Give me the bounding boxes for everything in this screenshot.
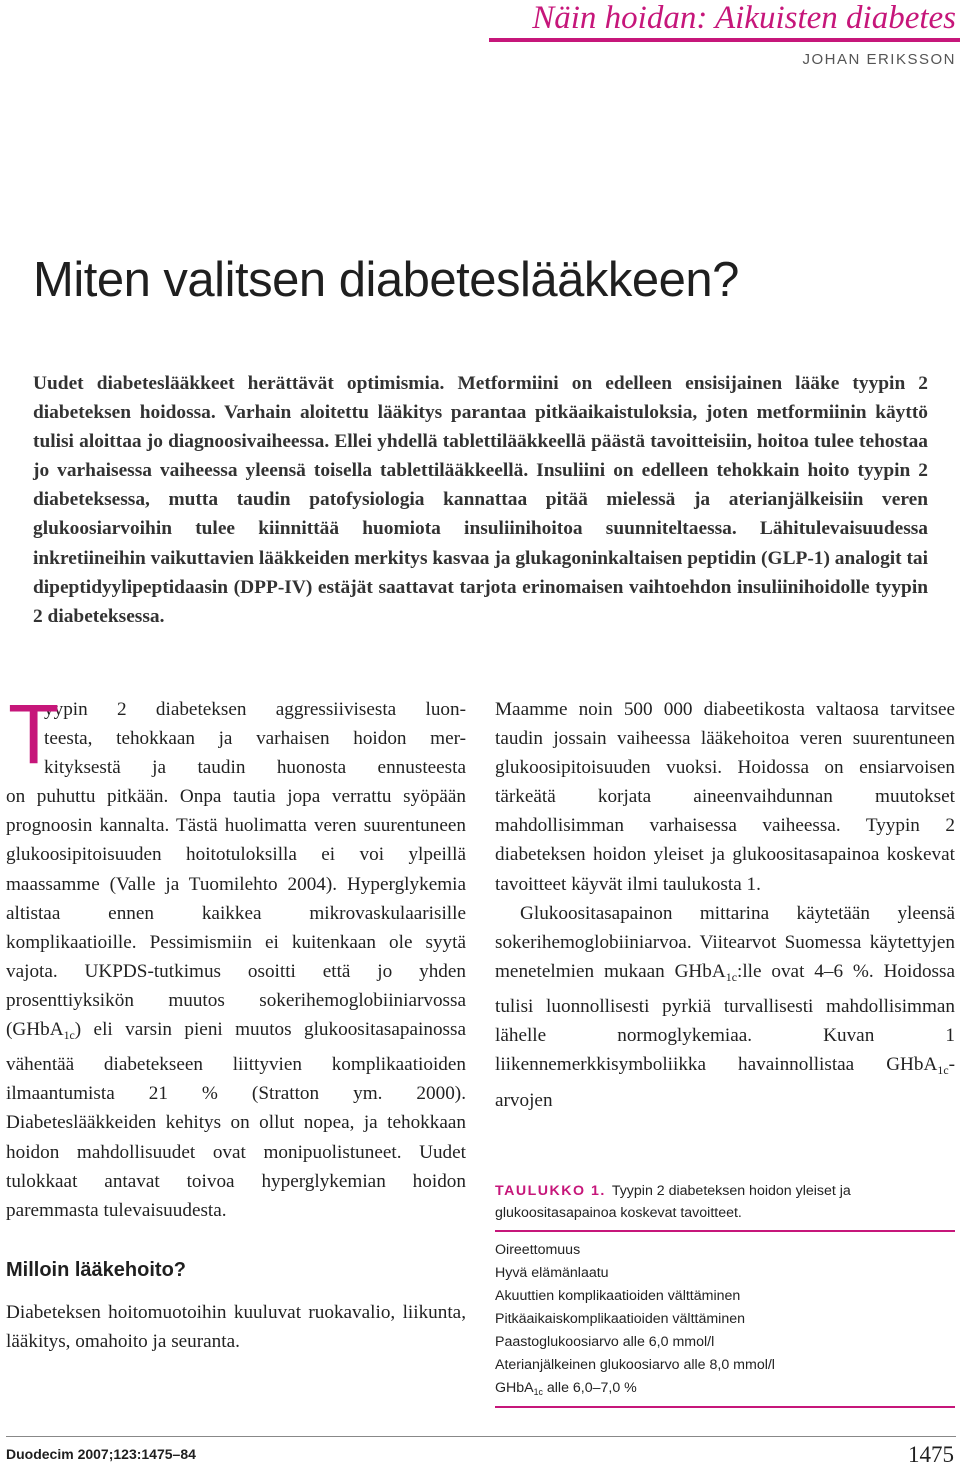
table-item: Pitkäaikaiskomplikaatioiden välttäminen: [495, 1311, 745, 1327]
article-abstract: Uudet diabeteslääkkeet herättävät optimismia. Metformiini on edelleen ensisijainen lääke tyypin 2 diabeteksen hoidossa. Varhain aloitettu lääkitys parantaa pitkäaikaistuloksia, joten metformiinin käyttö tulisi aloittaa jo diagnoosivaiheessa. Ellei yhdellä tablettilääkkeellä päästä tavoitteisiin, hoitoa tulee tehostaa jo varhaisessa vaiheessa yleensä toisella tablettilääkkeellä. Insuliini on edelleen tehokkain hoito tyypin 2 diabeteksessa, mutta taudin patofysiologia kannattaa pitää mielessä ja aterianjälkeisiin veren glukoosiarvoihin tulee kiinnittää huomiota insuliinihoitoa suunniteltaessa. Lähitulevaisuudessa inkretiineihin vaikuttavien lääkkeiden merkitys kasvaa ja glukagoninkaltaisen peptidin (GLP-1) analogit tai dipeptidyylipeptidaasin (DPP-IV) estäjät saattavat tarjota erinomaisen vaihtoehdon insuliinihoidolle tyypin 2 diabeteksessa.: [33, 373, 928, 627]
table-item: Aterianjälkeinen glukoosiarvo alle 8,0 mmol/l: [495, 1357, 775, 1373]
body-text: on puhuttu pitkään. Onpa tautia jopa verrattu syöpään prognoosin kannalta. Tästä huolimatta veren suurentuneen glukoosipitoisuuden hoitotuloksilla ei voi ylpeillä maassamme (Valle ja Tuomilehto 2004). Hyperglykemia altistaa ennen kaikkea mikrovaskulaarisille komplikaatioille. Pessimismiin ei kuitenkaan ole syytä vajota. UKPDS-tutkimus osoitti että jo yhden prosenttiyksikön muutos sokerihemoglobiiniarvossa (GHbA: [6, 786, 466, 1041]
page-number: 1475: [908, 1442, 954, 1467]
table-item: Akuuttien komplikaatioiden välttäminen: [495, 1288, 741, 1304]
drop-cap-lines: [6, 687, 466, 782]
footer-citation: Duodecim 2007;123:1475–84: [6, 1446, 196, 1462]
table-item-text: alle 6,0–7,0 %: [542, 1380, 637, 1396]
section-heading: Milloin lääkehoito?: [6, 1258, 187, 1281]
body-text: -arvojen: [495, 1054, 955, 1111]
table-item: Oireettomuus: [495, 1242, 581, 1258]
table-item: Hyvä elämänlaatu: [495, 1265, 609, 1281]
table-item: [495, 1377, 955, 1404]
body-text: :lle ovat 4–6 %. Hoidossa tulisi luonnollisesti pyrkiä turvallisesti mahdollisimman lähelle normoglykemiaa. Kuvan 1 liikennemerkkisymboliikka havainnollistaa GHbA: [495, 960, 955, 1076]
subscript: 1c: [725, 970, 737, 984]
table-rule-top: [495, 1230, 955, 1232]
series-title: Näin hoidan: Aikuisten diabetes: [532, 0, 956, 36]
drop-cap-line: kityksestä ja taudin huonosta ennusteesta: [44, 757, 466, 779]
right-column: [495, 695, 955, 1115]
body-text: Glukoositasapainon mittarina käytetään yleensä sokerihemoglobiiniarvoa. Viitearvot Suomessa käytettyjen menetelmien mukaan GHbA: [495, 902, 955, 982]
drop-cap-line: teesta, tehokkaan ja varhaisen hoidon mer-: [44, 728, 466, 750]
drop-cap-line: yypin 2 diabeteksen aggressiivisesta luon-: [44, 699, 466, 720]
author-name: JOHAN ERIKSSON: [802, 51, 956, 68]
subscript: 1c: [533, 1387, 543, 1398]
table-caption-text: Tyypin 2 diabeteksen hoidon yleiset ja glukoositasapainoa koskevat tavoitteet.: [495, 1183, 851, 1221]
footer-rule: [6, 1436, 956, 1437]
header-rule: [489, 38, 960, 42]
table-label: TAULUKKO 1.: [495, 1183, 606, 1199]
body-paragraph: [6, 782, 466, 1225]
subscript: 1c: [937, 1063, 949, 1078]
body-paragraph: Maamme noin 500 000 diabeetikosta valtaosa tarvitsee taudin jossain vaiheessa lääkehoitoa veren suurentuneen glukoosipitoisuuden vuoksi. Hoidossa on ensiarvoisen tärkeätä korjata aineenvaihdunnan muutokset mahdollisimman varhaisessa vaiheessa. Tyypin 2 diabeteksen hoidon yleiset ja glukoositasapainoa koskevat tavoitteet käyvät ilmi taulukosta 1.: [495, 699, 955, 895]
table-list: [495, 1239, 955, 1404]
left-column: [6, 687, 466, 1356]
table-rule-bottom: [495, 1406, 955, 1408]
drop-cap: T: [8, 687, 60, 781]
table-caption: [495, 1180, 955, 1224]
table-item-text: GHbA: [495, 1380, 534, 1396]
body-paragraph: [495, 899, 955, 1115]
table-item: Paastoglukoosiarvo alle 6,0 mmol/l: [495, 1334, 715, 1350]
opening-paragraph: [6, 687, 466, 1225]
body-paragraph: Diabeteksen hoitomuotoihin kuuluvat ruokavalio, liikunta, lääkitys, omahoito ja seuranta.: [6, 1301, 466, 1352]
article-title: Miten valitsen diabeteslääkkeen?: [33, 253, 739, 307]
body-text: ) eli varsin pieni muutos glukoositasapainossa vähentää diabetekseen liittyvien komplikaatioiden ilmaantumista 21 % (Stratton ym. 2000). Diabeteslääkkeiden kehitys on ollut nopea, ja tehokkaan hoidon mahdollisuudet ovat monipuolistuneet. Uudet tulokkaat antavat toivoa hyperglykemian hoidon paremmasta tulevaisuudesta.: [6, 1019, 466, 1221]
subscript: 1c: [63, 1028, 75, 1043]
